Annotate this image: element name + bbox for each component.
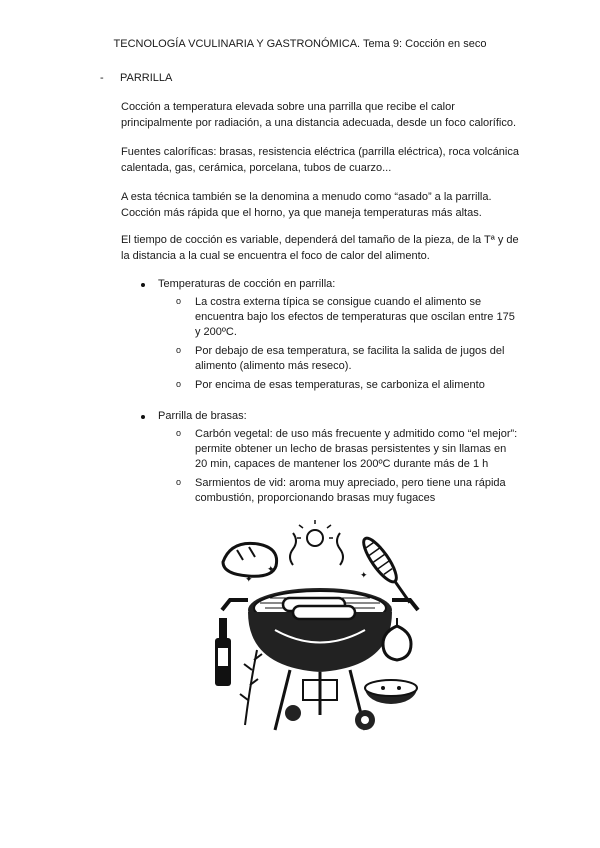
section-heading	[100, 72, 172, 84]
sub-bullet: o Carbón vegetal: de uso más frecuente y admitido como “el mejor”: permite obtener un lecho de brasas persistentes y sin llamas en 20 min, capaces de mantener los 200ºC durante más de 1 h	[158, 427, 521, 472]
grill-illustration-icon	[215, 520, 425, 740]
svg-text:✦: ✦	[245, 575, 253, 585]
bullet-title: Temperaturas de cocción en parrilla:	[158, 278, 336, 290]
svg-text:✦: ✦	[267, 565, 275, 575]
paragraph-definition: Cocción a temperatura elevada sobre una parrilla que recibe el calor principalmente por radiación, a una distancia adecuada, desde un foco calorífico.	[121, 101, 517, 129]
sub-bullet: o Por encima de esas temperaturas, se carboniza el alimento	[158, 378, 521, 393]
sub-bullet: o La costra externa típica se consigue cuando el alimento se encuentra bajo los efectos de temperaturas que oscilan entre 175 y 200ºC.	[158, 295, 521, 340]
bullet-temperatures	[121, 277, 521, 393]
bullet-brasas	[121, 409, 521, 506]
section-title: PARRILLA	[120, 72, 173, 84]
svg-text:✦: ✦	[360, 571, 368, 581]
page-header: TECNOLOGÍA VCULINARIA Y GASTRONÓMICA. Tema 9: Cocción en seco	[113, 38, 487, 50]
section-dash: -	[100, 72, 104, 84]
sub-bullet: o Por debajo de esa temperatura, se facilita la salida de jugos del alimento (alimento más reseco).	[158, 344, 521, 374]
bullet-title: Parrilla de brasas:	[158, 410, 247, 422]
bullet-list	[121, 277, 521, 522]
paragraph-asado: A esta técnica también se la denomina a menudo como “asado” a la parrilla. Cocción más rápida que el horno, ya que maneja temperaturas más altas.	[121, 191, 492, 219]
paragraph-heat-sources: Fuentes caloríficas: brasas, resistencia eléctrica (parrilla eléctrica), roca volcánica calentada, gas, cerámica, porcelana, tubos de cuarzo...	[121, 146, 519, 174]
paragraph-cooking-time: El tiempo de cocción es variable, dependerá del tamaño de la pieza, de la Tª y de la distancia a la cual se encuentra el foco de calor del alimento.	[121, 234, 519, 262]
sub-bullet: o Sarmientos de vid: aroma muy apreciado, pero tiene una rápida combustión, proporcionando brasas muy fugaces	[158, 476, 521, 506]
